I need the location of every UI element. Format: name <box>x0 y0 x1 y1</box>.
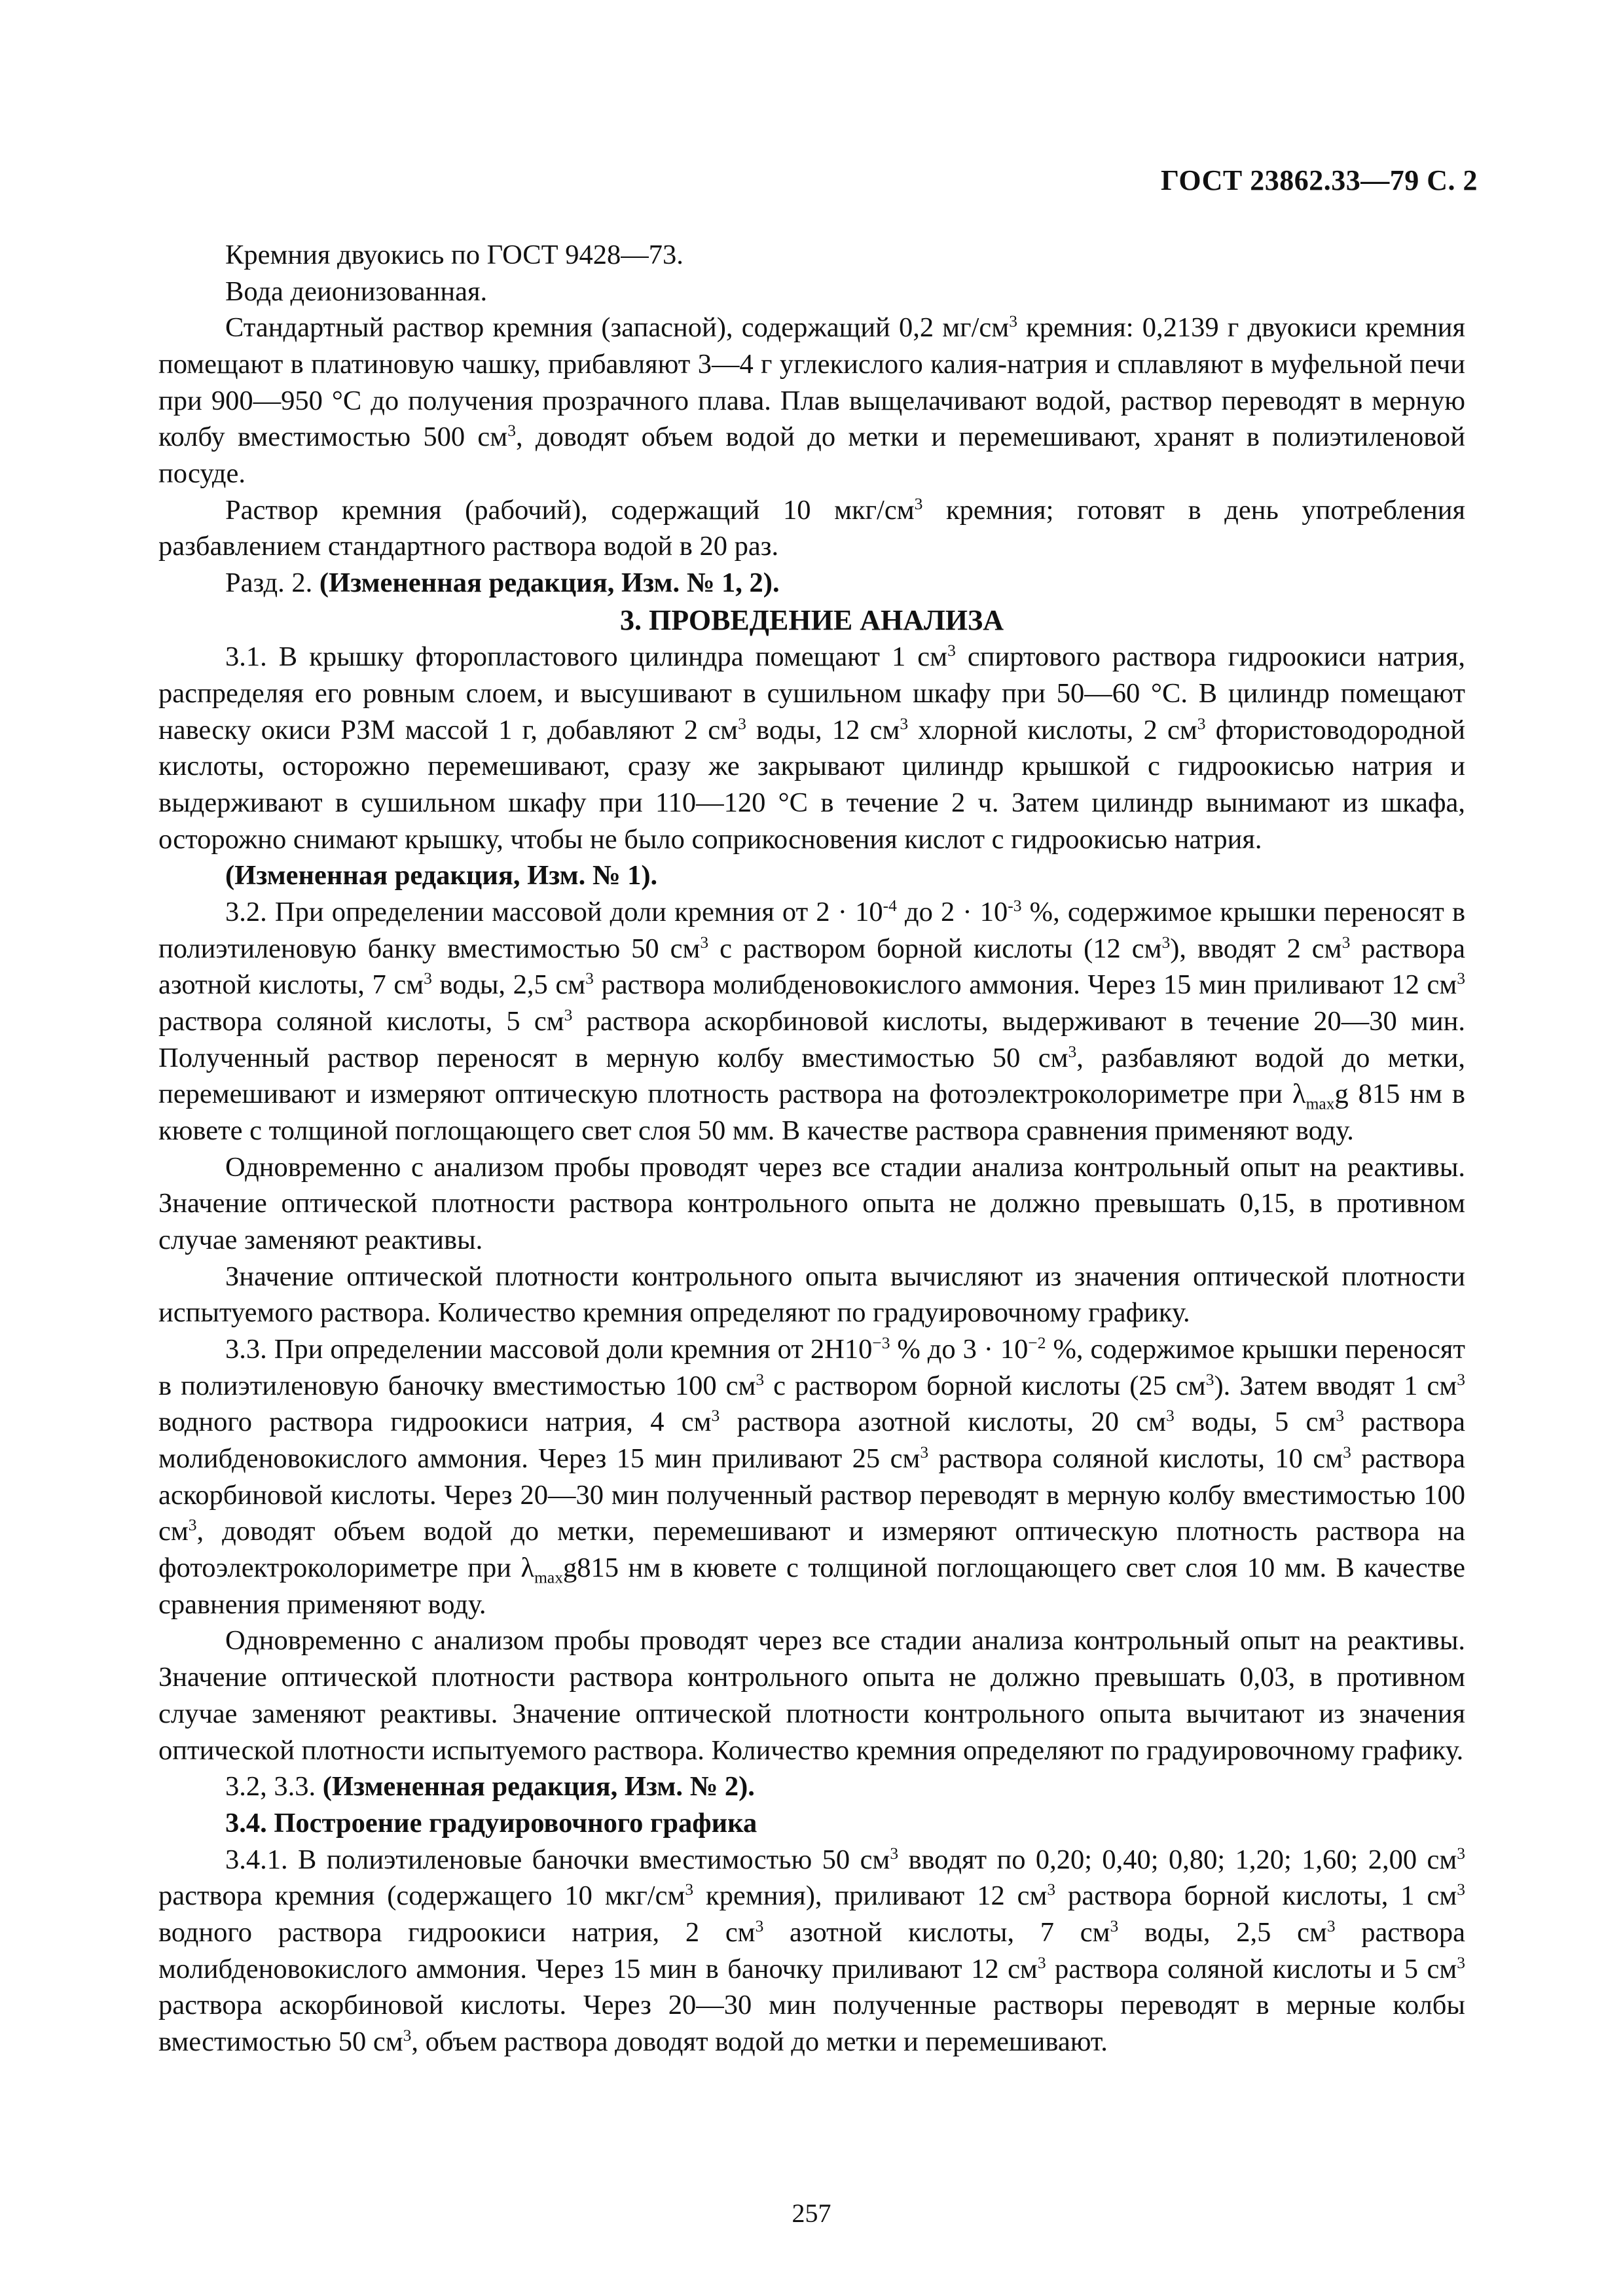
superscript: 3 <box>1068 1041 1077 1061</box>
paragraph-working-solution <box>158 492 1465 565</box>
text: водного раствора гидроокиси натрия, 2 см <box>158 1916 756 1948</box>
text: с раствором борной кислоты (25 см <box>764 1370 1206 1401</box>
superscript: 3 <box>1341 932 1351 952</box>
text: g 815 нм в кювете с толщиной поглощающего свет слоя 50 мм. В качестве раствора сравнения применяют воду. <box>158 1079 1465 1147</box>
paragraph-control-experiment: Одновременно с анализом пробы проводят через все стадии анализа контрольный опыт на реактивы. Значение оптической плотности раствора контрольного опыта не должно превышать 0,15, в противном случае заменяют реактивы. <box>158 1151 1465 1256</box>
text: воды, 2,5 см <box>431 969 586 1001</box>
amendment-note: (Измененная редакция, Изм. № 1, 2). <box>319 567 780 599</box>
paragraph-water <box>158 274 1465 310</box>
text: Разд. 2. <box>225 567 319 599</box>
paragraph-silica <box>158 237 1465 274</box>
superscript: 3 <box>711 1406 720 1426</box>
superscript: 3 <box>1110 1916 1119 1935</box>
superscript: 3 <box>1166 1406 1175 1426</box>
superscript: 3 <box>564 1005 573 1024</box>
text: раствора азотной кислоты, 7 см <box>158 933 1465 1001</box>
text: кремния: 0,2139 г двуокиси кремния помещают в платиновую чашку, прибавляют 3—4 г углекислого калия-натрия и сплавляют в муфельной печи при 900—950 °С до получения прозрачного плава. Плав выщелачивают водой, раствор переводят в мерную колбу вместимостью 500 см <box>158 312 1465 453</box>
superscript: 3 <box>700 932 709 952</box>
superscript: 3 <box>755 1916 764 1935</box>
text: до 2 · 10 <box>896 897 1008 928</box>
superscript: 3 <box>1457 1843 1465 1863</box>
superscript: 3 <box>1343 1442 1351 1462</box>
paragraph-control-calculation: Значение оптической плотности контрольного опыта вычисляют из значения оптической плотности испытуемого раствора. Количество кремния определяют по градуировочному графику. <box>158 1261 1465 1329</box>
text: g815 нм в кювете с толщиной поглощающего свет слоя 10 мм. В качестве сравнения применяют воду. <box>158 1552 1465 1620</box>
superscript: 3 <box>1457 1369 1465 1389</box>
superscript: 3 <box>424 969 432 988</box>
amendment-note: (Измененная редакция, Изм. № 2). <box>322 1771 755 1803</box>
superscript: 3 <box>947 641 956 660</box>
superscript: 3 <box>1457 969 1465 988</box>
superscript: 3 <box>1326 1916 1336 1935</box>
text: раствора молибденовокислого аммония. Через 15 мин в баночку приливают 12 см <box>158 1916 1465 1984</box>
text: 3.4.1. В полиэтиленовые баночки вместимостью 50 см <box>225 1844 890 1875</box>
section-title: 3. ПРОВЕДЕНИЕ АНАЛИЗА <box>620 603 1004 636</box>
superscript: 3 <box>738 713 746 733</box>
subsection-title: 3.4. Построение градуировочного графика <box>225 1807 757 1839</box>
text: кремния; готовят в день употребления разбавлением стандартного раствора водой в 20 раз. <box>158 494 1465 562</box>
superscript: 3 <box>1047 1880 1056 1899</box>
text: водного раствора гидроокиси натрия, 4 см <box>158 1407 712 1438</box>
superscript: 3 <box>756 1369 765 1389</box>
superscript: 3 <box>403 2025 412 2045</box>
text: азотной кислоты, 7 см <box>763 1916 1110 1948</box>
text: ). Затем вводят 1 см <box>1214 1370 1457 1401</box>
superscript: -4 <box>883 895 897 915</box>
superscript: 3 <box>1197 713 1206 733</box>
superscript: 3 <box>890 1843 899 1863</box>
text: Стандартный раствор кремния (запасной), содержащий 0,2 мг/см <box>225 312 1010 344</box>
text: раствора кремния (содержащего 10 мкг/см <box>158 1880 685 1912</box>
text: кремния), приливают 12 см <box>693 1880 1048 1912</box>
text: раствора соляной кислоты и 5 см <box>1046 1953 1457 1984</box>
text: раствора аскорбиновой кислоты. Через 20—30 мин полученные растворы переводят в мерные колбы вместимостью 50 см <box>158 1990 1465 2057</box>
text: фтористоводородной кислоты, осторожно перемешивают, сразу же закрывают цилиндр крышкой с гидроокисью натрия и выдерживают в сушильном шкафу при 110—120 °С в течение 2 ч. Затем цилиндр вынимают из шкафа, осторожно снимают крышку, чтобы не было соприкосновения кислот с гидроокисью натрия. <box>158 714 1465 855</box>
page-header: ГОСТ 23862.33—79 С. 2 <box>1160 164 1478 196</box>
text: воды, 2,5 см <box>1118 1916 1327 1948</box>
subscript: max <box>1305 1094 1335 1113</box>
page-number: 257 <box>792 2198 831 2228</box>
text: , разбавляют водой до метки, перемешивают и измеряют оптическую плотность раствора на фотоэлектроколориметре при λ <box>158 1042 1465 1110</box>
paragraph-3-2 <box>158 894 1465 1149</box>
subscript: max <box>534 1568 563 1587</box>
paragraph-stock-solution <box>158 310 1465 492</box>
text: раствора соляной кислоты, 10 см <box>928 1443 1343 1475</box>
superscript: 3 <box>1457 1952 1465 1972</box>
superscript: 3 <box>1161 932 1171 952</box>
text: 3.1. В крышку фторопластового цилиндра помещают 1 см <box>225 641 948 673</box>
text: спиртового раствора гидроокиси натрия, распределяя его ровным слоем, и высушивают в сушильном шкафу при 50—60 °С. В цилиндр помещают навеску окиси РЗМ массой 1 г, добавляют 2 см <box>158 641 1465 745</box>
text: раствора аскорбиновой кислоты, выдерживают в течение 20—30 мин. Полученный раствор переносят в мерную колбу вместимостью 50 см <box>158 1006 1465 1073</box>
text: Раствор кремния (рабочий), содержащий 10 мкг/см <box>225 494 915 526</box>
text: раствора молибденовокислого аммония. Через 15 мин приливают 25 см <box>158 1407 1465 1475</box>
superscript: −2 <box>1028 1333 1046 1352</box>
text: вводят по 0,20; 0,40; 0,80; 1,20; 1,60; 2,00 см <box>898 1844 1457 1875</box>
superscript: 3 <box>1457 1880 1465 1899</box>
text: 3.3. При определении массовой доли кремния от 2Н10 <box>225 1334 873 1365</box>
text: 3.2. При определении массовой доли кремния от 2 · 10 <box>225 897 883 928</box>
text: раствора борной кислоты, 1 см <box>1055 1880 1457 1912</box>
paragraph-control-experiment-2: Одновременно с анализом пробы проводят через все стадии анализа контрольный опыт на реактивы. Значение оптической плотности раствора контрольного опыта не должно превышать 0,03, в противном случае заменяют реактивы. Значение оптической плотности контрольного опыта вычитают из значения оптической плотности испытуемого раствора. Количество кремния определяют по градуировочному графику. <box>158 1625 1465 1766</box>
text: Кремния двуокись по ГОСТ 9428—73. <box>225 240 684 270</box>
text: воды, 5 см <box>1174 1407 1336 1438</box>
superscript: 3 <box>1205 1369 1214 1389</box>
superscript: 3 <box>685 1880 694 1899</box>
text: , доводят объем водой до метки и перемешивают, хранят в полиэтиленовой посуде. <box>158 422 1465 490</box>
text: %, содержимое крышки переносят в полиэтиленовую баночку вместимостью 100 см <box>158 1334 1465 1401</box>
text: с раствором борной кислоты (12 см <box>708 933 1162 964</box>
text: , доводят объем водой до метки, перемешивают и измеряют оптическую плотность раствора на фотоэлектроколориметре при λ <box>158 1516 1465 1584</box>
text: Вода деионизованная. <box>225 276 488 307</box>
text: , объем раствора доводят водой до метки и перемешивают. <box>411 2026 1108 2057</box>
superscript: −3 <box>872 1333 890 1352</box>
superscript: 3 <box>1009 312 1017 331</box>
superscript: 3 <box>914 493 923 513</box>
amendment-note-1: (Измененная редакция, Изм. № 1). <box>225 860 658 891</box>
text: воды, 12 см <box>746 714 900 745</box>
paragraph-3-3 <box>158 1331 1465 1623</box>
superscript: 3 <box>920 1442 929 1462</box>
text: % до 3 · 10 <box>890 1334 1029 1365</box>
superscript: 3 <box>188 1515 197 1535</box>
text: 3.2, 3.3. <box>225 1771 323 1803</box>
text: раствора аскорбиновой кислоты. Через 20—30 мин полученный раствор переводят в мерную колбу вместимостью 100 см <box>158 1443 1465 1547</box>
text: %, содержимое крышки переносят в полиэтиленовую банку вместимостью 50 см <box>158 897 1466 964</box>
superscript: 3 <box>900 713 909 733</box>
superscript: 3 <box>1336 1406 1345 1426</box>
document-body <box>158 237 1465 2060</box>
superscript: 3 <box>585 969 594 988</box>
paragraph-3-4-1 <box>158 1842 1465 2060</box>
amendment-note-2-line <box>158 1768 1465 1805</box>
text: раствора азотной кислоты, 20 см <box>720 1407 1167 1438</box>
text: ), вводят 2 см <box>1170 933 1342 964</box>
text: раствора молибденовокислого аммония. Через 15 мин приливают 12 см <box>593 969 1457 1001</box>
superscript: 3 <box>507 421 516 440</box>
paragraph-section2-amendment <box>158 565 1465 601</box>
superscript: 3 <box>1037 1952 1046 1972</box>
text: хлорной кислоты, 2 см <box>908 714 1197 745</box>
paragraph-3-1 <box>158 639 1465 857</box>
text: раствора соляной кислоты, 5 см <box>158 1006 564 1037</box>
superscript: -3 <box>1008 895 1022 915</box>
